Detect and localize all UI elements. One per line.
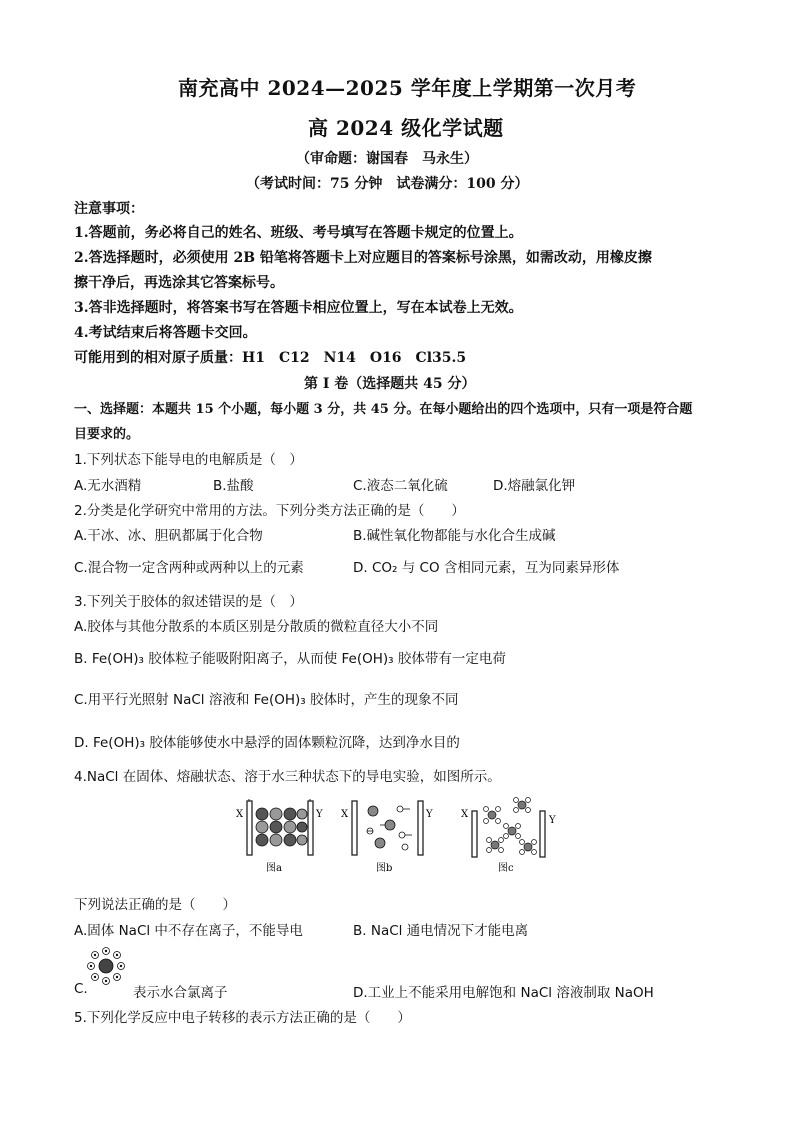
question-4-prompt: 下列说法正确的是（ ） bbox=[74, 897, 236, 913]
question-4-option-a: A.固体 NaCl 中不存在离子，不能导电 bbox=[74, 923, 303, 939]
question-4-stem: 4.NaCl 在固体、熔融状态、溶于水三种状态下的导电实验，如图所示。 bbox=[74, 769, 501, 785]
figure-c-solution bbox=[461, 798, 556, 875]
exam-authors: （审命题：谢国春 马永生） bbox=[296, 151, 478, 167]
figure-b-molten bbox=[341, 801, 433, 874]
fig-a-electrode-y: Y bbox=[316, 809, 323, 820]
question-4-option-c-text: 表示水合氯离子 bbox=[133, 985, 228, 1001]
fig-a-electrode-x: X bbox=[236, 809, 244, 820]
section-intro-line-1: 一、选择题：本题共 15 个小题，每小题 3 分，共 45 分。在每小题给出的四个选项中，只有一项是符合题 bbox=[74, 402, 693, 417]
question-1-option-d: D.熔融氯化钾 bbox=[493, 478, 576, 494]
note-2-line-2: 擦干净后，再选涂其它答案标号。 bbox=[74, 275, 284, 291]
atomic-masses: 可能用到的相对原子质量：H1 C12 N14 O16 Cl35.5 bbox=[74, 350, 467, 366]
note-1: 1.答题前，务必将自己的姓名、班级、考号填写在答题卡规定的位置上。 bbox=[74, 225, 523, 241]
fig-b-electrode-x: X bbox=[341, 809, 349, 820]
section-intro-line-2: 目要求的。 bbox=[74, 427, 140, 442]
note-4: 4.考试结束后将答题卡交回。 bbox=[74, 325, 257, 341]
question-4-option-c-prefix: C. bbox=[74, 981, 88, 997]
exam-subtitle: 高 2024 级化学试题 bbox=[308, 116, 504, 140]
exam-title: 南充高中 2024—2025 学年度上学期第一次月考 bbox=[178, 76, 637, 100]
note-2-line-1: 2.答选择题时，必须使用 2B 铅笔将答题卡上对应题目的答案标号涂黑，如需改动，用橡皮擦 bbox=[74, 250, 652, 266]
fig-c-electrode-x: X bbox=[461, 809, 469, 820]
question-2-stem: 2.分类是化学研究中常用的方法。下列分类方法正确的是（ ） bbox=[74, 503, 465, 519]
question-1-stem: 1.下列状态下能导电的电解质是（ ） bbox=[74, 452, 303, 468]
section-title: 第 I 卷（选择题共 45 分） bbox=[304, 376, 476, 392]
question-2-option-d: D. CO₂ 与 CO 含相同元素，互为同素异形体 bbox=[353, 560, 620, 576]
notes-heading: 注意事项： bbox=[74, 201, 144, 217]
fig-b-electrode-y: Y bbox=[426, 809, 433, 820]
question-1-option-b: B.盐酸 bbox=[213, 478, 254, 494]
question-4-option-d: D.工业上不能采用电解饱和 NaCl 溶液制取 NaOH bbox=[353, 985, 654, 1001]
question-3-option-c: C.用平行光照射 NaCl 溶液和 Fe(OH)₃ 胶体时，产生的现象不同 bbox=[74, 692, 459, 708]
figure-a-solid bbox=[236, 799, 323, 874]
question-4-option-b: B. NaCl 通电情况下才能电离 bbox=[353, 923, 529, 939]
fig-b-label: 图b bbox=[376, 863, 393, 874]
question-3-option-d: D. Fe(OH)₃ 胶体能够使水中悬浮的固体颗粒沉降，达到净水目的 bbox=[74, 735, 460, 751]
fig-c-label: 图c bbox=[498, 863, 514, 874]
fig-c-electrode-y: Y bbox=[549, 815, 556, 826]
question-2-option-c: C.混合物一定含两种或两种以上的元素 bbox=[74, 560, 304, 576]
question-1-option-c: C.液态二氧化硫 bbox=[353, 478, 448, 494]
hydrated-chloride-ion-icon bbox=[84, 944, 128, 988]
question-3-stem: 3.下列关于胶体的叙述错误的是（ ） bbox=[74, 594, 303, 610]
nacl-conductivity-figure bbox=[230, 797, 570, 877]
question-2-option-a: A.干冰、冰、胆矾都属于化合物 bbox=[74, 528, 263, 544]
exam-info: （考试时间：75 分钟 试卷满分：100 分） bbox=[246, 176, 529, 192]
question-2-option-b: B.碱性氧化物都能与水化合生成碱 bbox=[353, 528, 556, 544]
question-3-option-a: A.胶体与其他分散系的本质区别是分散质的微粒直径大小不同 bbox=[74, 619, 439, 635]
question-3-option-b: B. Fe(OH)₃ 胶体粒子能吸附阳离子，从而使 Fe(OH)₃ 胶体带有一定电荷 bbox=[74, 651, 506, 667]
question-1-option-a: A.无水酒精 bbox=[74, 478, 142, 494]
question-5-stem: 5.下列化学反应中电子转移的表示方法正确的是（ ） bbox=[74, 1010, 411, 1026]
note-3: 3.答非选择题时，将答案书写在答题卡相应位置上，写在本试卷上无效。 bbox=[74, 300, 523, 316]
fig-a-label: 图a bbox=[266, 863, 282, 874]
